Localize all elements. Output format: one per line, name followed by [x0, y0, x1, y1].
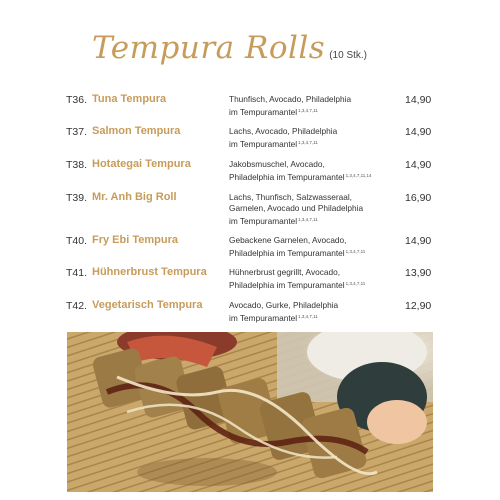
item-name: Vegetarisch Tempura	[92, 299, 203, 311]
item-description	[229, 300, 394, 324]
food-illustration	[67, 332, 433, 492]
item-name: Mr. Anh Big Roll	[92, 191, 177, 203]
description-line: Hühnerbrust gegrillt, Avocado,	[229, 267, 340, 277]
item-name: Salmon Tempura	[92, 125, 181, 137]
description-line: Jakobsmuschel, Avocado,	[229, 159, 325, 169]
item-code: T37.	[66, 126, 88, 138]
item-name: Hotategai Tempura	[92, 158, 191, 170]
description-line: Lachs, Thunfisch, Salzwasseraal,	[229, 192, 352, 202]
item-price: 14,90	[405, 126, 432, 138]
item-code: T40.	[66, 235, 88, 247]
description-line: im Tempuramantel	[229, 216, 298, 226]
description-line: im Tempuramantel	[229, 107, 298, 117]
item-code: T38.	[66, 159, 88, 171]
item-code: T36.	[66, 94, 88, 106]
item-description	[229, 267, 394, 291]
item-price: 12,90	[405, 300, 432, 312]
item-price: 16,90	[405, 192, 432, 204]
description-line: Philadelphia im Tempuramantel	[229, 280, 345, 290]
allergen-codes: 1,3,4,7,11	[345, 281, 366, 286]
description-line: Philadelphia im Tempuramantel	[229, 172, 345, 182]
tempura-rolls-photo	[67, 332, 433, 492]
allergen-codes: 1,3,4,7,11	[298, 108, 318, 113]
item-code: T42.	[66, 300, 88, 312]
item-description	[229, 94, 394, 118]
description-line: Thunfisch, Avocado, Philadelphia	[229, 94, 352, 104]
description-line: Avocado, Gurke, Philadelphia	[229, 300, 339, 310]
item-description	[229, 235, 394, 259]
menu-header	[92, 30, 367, 70]
item-code: T39.	[66, 192, 88, 204]
item-name: Tuna Tempura	[92, 93, 167, 105]
allergen-codes: 1,3,4,7,11	[298, 140, 318, 145]
description-line: im Tempuramantel	[229, 313, 298, 323]
allergen-codes: 1,3,4,7,11	[345, 249, 366, 254]
item-name: Hühnerbrust Tempura	[92, 266, 207, 278]
item-description	[229, 192, 394, 227]
description-line: Gebackene Garnelen, Avocado,	[229, 235, 347, 245]
item-price: 13,90	[405, 267, 432, 279]
section-subtitle: (10 Stk.)	[329, 50, 368, 61]
description-line: im Tempuramantel	[229, 139, 298, 149]
item-price: 14,90	[405, 235, 432, 247]
allergen-codes: 1,3,4,7,11	[298, 314, 318, 319]
allergen-codes: 1,3,4,7,11	[298, 217, 318, 222]
item-description	[229, 126, 394, 150]
description-line: Lachs, Avocado, Philadelphia	[229, 126, 338, 136]
item-description	[229, 159, 394, 183]
item-code: T41.	[66, 267, 88, 279]
item-price: 14,90	[405, 94, 432, 106]
item-price: 14,90	[405, 159, 432, 171]
description-line: Philadelphia im Tempuramantel	[229, 248, 345, 258]
item-name: Fry Ebi Tempura	[92, 234, 178, 246]
allergen-codes: 1,3,4,7,11,14	[345, 173, 372, 178]
description-line: Garnelen, Avocado und Philadelphia	[229, 203, 364, 213]
section-title: Tempura Rolls	[92, 30, 326, 66]
